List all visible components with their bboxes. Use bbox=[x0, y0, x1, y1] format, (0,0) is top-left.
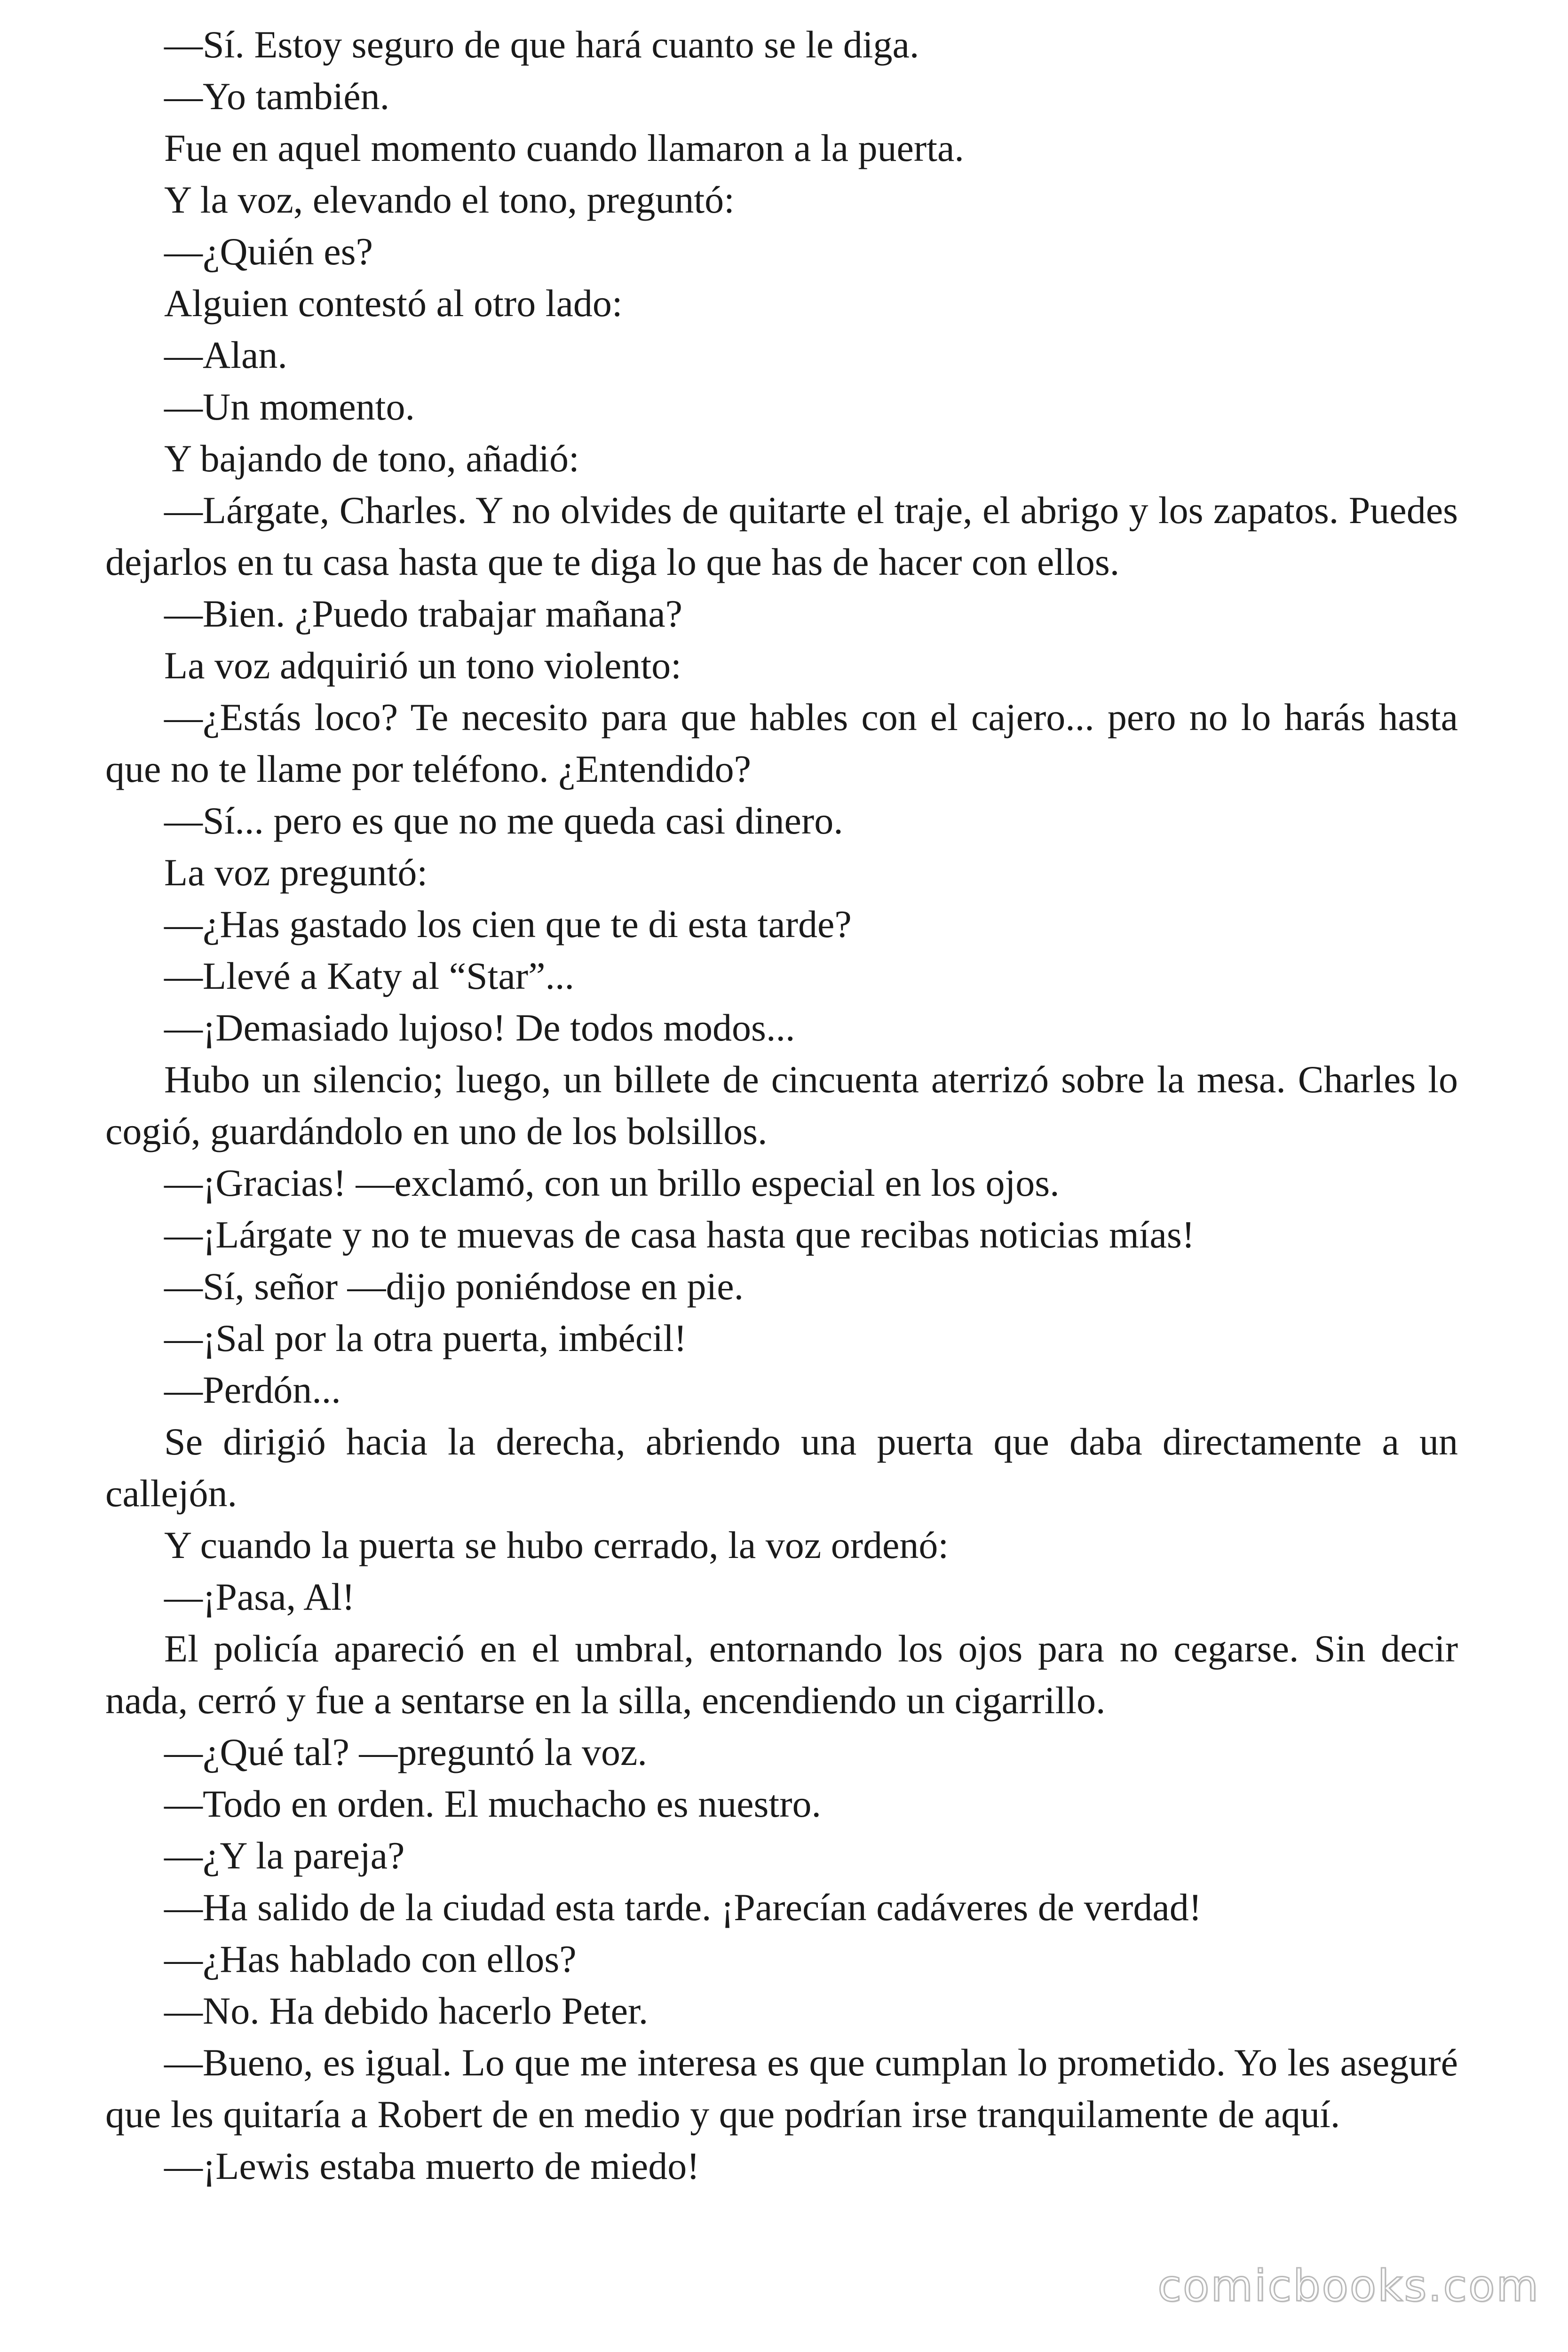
paragraph: —¡Lewis estaba muerto de miedo! bbox=[164, 2145, 700, 2187]
watermark: comicbooks.com bbox=[1157, 2261, 1540, 2311]
paragraph: La voz adquirió un tono violento: bbox=[164, 644, 681, 687]
paragraph: Y bajando de tono, añadió: bbox=[164, 437, 579, 480]
paragraph: Y la voz, elevando el tono, preguntó: bbox=[164, 178, 735, 221]
paragraph: —¡Gracias! —exclamó, con un brillo especial en los ojos. bbox=[164, 1161, 1060, 1204]
paragraph: —Alan. bbox=[164, 334, 287, 376]
paragraph: —¿Qué tal? —preguntó la voz. bbox=[164, 1731, 647, 1773]
paragraph: —No. Ha debido hacerlo Peter. bbox=[164, 1989, 649, 2032]
paragraph: —Ha salido de la ciudad esta tarde. ¡Parecían cadáveres de verdad! bbox=[164, 1886, 1202, 1929]
paragraph: —¡Lárgate y no te muevas de casa hasta que recibas noticias mías! bbox=[164, 1213, 1195, 1256]
paragraph: —Lárgate, Charles. Y no olvides de quitarte el traje, el abrigo y los zapatos. Puedes dejarlos en tu casa hasta que te diga lo que has de hacer con ellos. bbox=[105, 489, 1458, 583]
paragraph: —¿Quién es? bbox=[164, 230, 373, 273]
paragraph: —¡Demasiado lujoso! De todos modos... bbox=[164, 1006, 795, 1049]
paragraph: —Llevé a Katy al “Star”... bbox=[164, 954, 575, 997]
paragraph: —Todo en orden. El muchacho es nuestro. bbox=[164, 1782, 822, 1825]
paragraph: —¿Has gastado los cien que te di esta tarde? bbox=[164, 903, 852, 946]
paragraph: La voz preguntó: bbox=[164, 851, 428, 894]
paragraph: —Bien. ¿Puedo trabajar mañana? bbox=[164, 592, 682, 635]
paragraph: Y cuando la puerta se hubo cerrado, la voz ordenó: bbox=[164, 1524, 949, 1566]
paragraph: —Yo también. bbox=[164, 75, 390, 118]
paragraph: —¿Has hablado con ellos? bbox=[164, 1938, 577, 1980]
paragraph: —¡Pasa, Al! bbox=[164, 1575, 355, 1618]
paragraph: —Sí. Estoy seguro de que hará cuanto se le diga. bbox=[164, 23, 919, 66]
paragraph: Fue en aquel momento cuando llamaron a la puerta. bbox=[164, 127, 964, 169]
page-text bbox=[105, 19, 1458, 2192]
paragraph: El policía apareció en el umbral, entornando los ojos para no cegarse. Sin decir nada, cerró y fue a sentarse en la silla, encendiendo un cigarrillo. bbox=[105, 1627, 1458, 1722]
paragraph: —Bueno, es igual. Lo que me interesa es que cumplan lo prometido. Yo les aseguré que les quitaría a Robert de en medio y que podrían irse tranquilamente de aquí. bbox=[105, 2041, 1458, 2136]
paragraph: —Sí... pero es que no me queda casi dinero. bbox=[164, 799, 843, 842]
paragraph: Se dirigió hacia la derecha, abriendo una puerta que daba directamente a un callejón. bbox=[105, 1420, 1458, 1515]
paragraph: —Sí, señor —dijo poniéndose en pie. bbox=[164, 1265, 744, 1308]
paragraph: Hubo un silencio; luego, un billete de cincuenta aterrizó sobre la mesa. Charles lo cogió, guardándolo en uno de los bolsillos. bbox=[105, 1058, 1458, 1152]
paragraph: —¿Y la pareja? bbox=[164, 1834, 405, 1877]
paragraph: Alguien contestó al otro lado: bbox=[164, 282, 623, 325]
paragraph: —Perdón... bbox=[164, 1368, 341, 1411]
paragraph: —¡Sal por la otra puerta, imbécil! bbox=[164, 1317, 687, 1359]
paragraph: —Un momento. bbox=[164, 385, 415, 428]
paragraph: —¿Estás loco? Te necesito para que hables con el cajero... pero no lo harás hasta que no te llame por teléfono. ¿Entendido? bbox=[105, 696, 1458, 790]
